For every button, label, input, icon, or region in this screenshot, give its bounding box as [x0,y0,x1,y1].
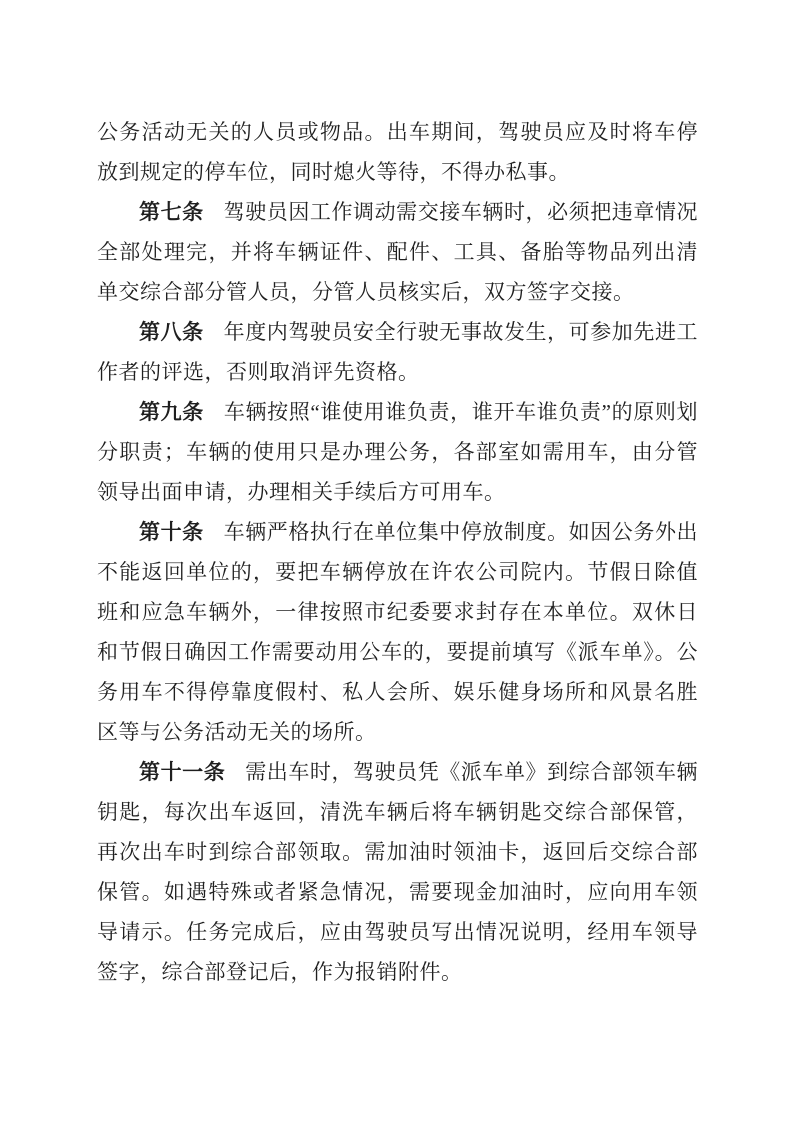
paragraph [97,312,698,392]
paragraph-text: 公务活动无关的人员或物品。出车期间，驾驶员应及时将车停放到规定的停车位，同时熄火等待，不得办私事。 [97,120,698,184]
paragraph-text: 年度内驾驶员安全行驶无事故发生，可参加先进工作者的评选，否则取消评先资格。 [97,320,699,384]
article-number: 第十条 [139,520,204,544]
paragraph [97,752,698,992]
document-body [97,112,698,992]
paragraph-text: 车辆按照“谁使用谁负责，谁开车谁负责”的原则划分职责；车辆的使用只是办理公务，各部室如需用车，由分管领导出面申请，办理相关手续后方可用车。 [97,400,699,504]
paragraph [97,512,698,752]
paragraph [97,112,698,192]
article-number: 第八条 [139,320,204,344]
paragraph-text: 需出车时，驾驶员凭《派车单》到综合部领车辆钥匙，每次出车返回，清洗车辆后将车辆钥匙交综合部保管，再次出车时到综合部领取。需加油时领油卡，返回后交综合部保管。如遇特殊或者紧急情况，需要现金加油时，应向用车领导请示。任务完成后，应由驾驶员写出情况说明，经用车领导签字，综合部登记后，作为报销附件。 [97,760,699,984]
paragraph [97,192,698,312]
paragraph [97,392,698,512]
article-number: 第七条 [139,200,204,224]
paragraph-text: 驾驶员因工作调动需交接车辆时，必须把违章情况全部处理完，并将车辆证件、配件、工具、备胎等物品列出清单交综合部分管人员，分管人员核实后，双方签字交接。 [97,200,699,304]
article-number: 第十一条 [139,760,226,784]
paragraph-text: 车辆严格执行在单位集中停放制度。如因公务外出不能返回单位的，要把车辆停放在许农公司院内。节假日除值班和应急车辆外，一律按照市纪委要求封存在本单位。双休日和节假日确因工作需要动用公车的，要提前填写《派车单》。公务用车不得停靠度假村、私人会所、娱乐健身场所和风景名胜区等与公务活动无关的场所。 [97,520,699,744]
article-number: 第九条 [139,400,204,424]
